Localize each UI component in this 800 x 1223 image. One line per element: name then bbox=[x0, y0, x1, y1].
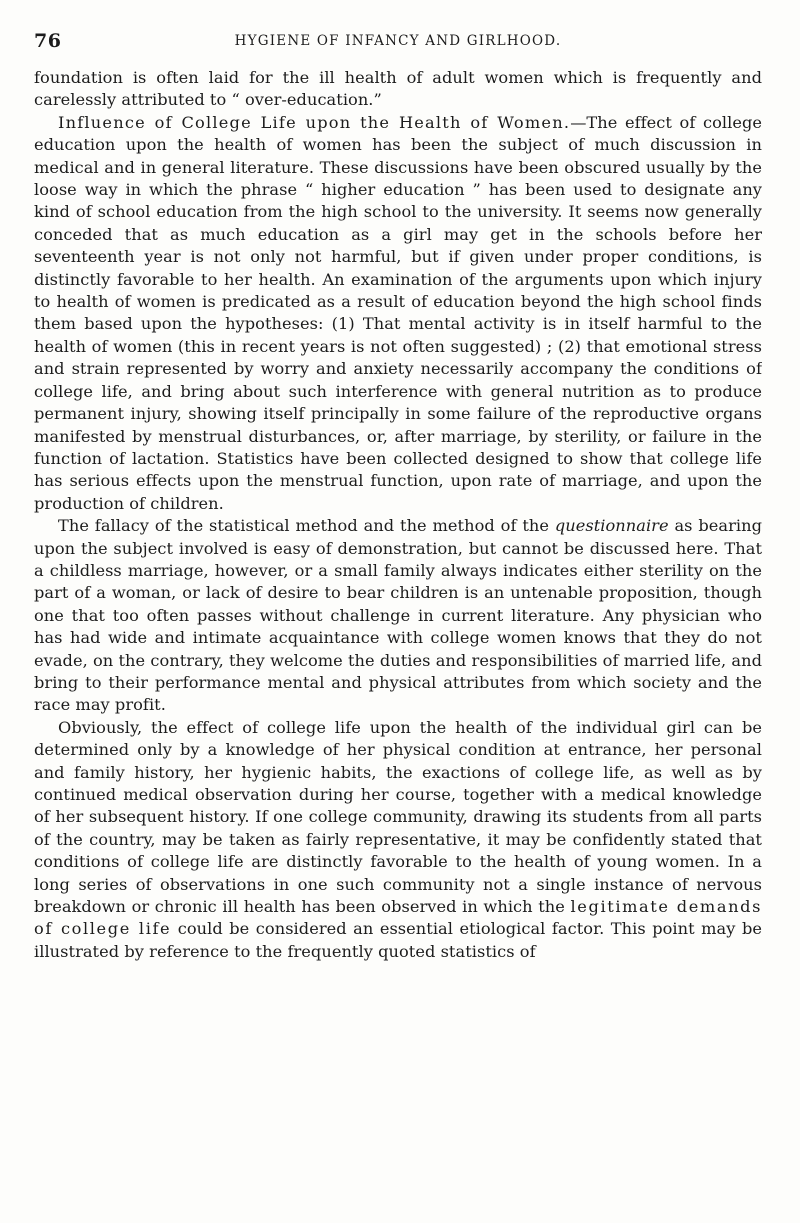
running-head bbox=[34, 30, 762, 56]
paragraph-text-end: as bearing upon the subject involved is easy of demonstration, but cannot be discussed here. That a childless marriage, however, or a small family always indicates either sterility on the part of a woman, or lack of desire to bear children is an untenable proposition, though one that too often passes without challenge in current literature. Any physician who has had wide and intimate acquaintance with college women knows that they do not evade, on the contrary, they welcome the duties and responsibilities of married life, and bring to their performance mental and physical attributes from which society and the race may profit. bbox=[34, 516, 762, 715]
spaced-phrase: legitimate demands of college life bbox=[34, 897, 762, 939]
paragraph-text-start: The fallacy of the statistical method and the method of the bbox=[58, 516, 555, 536]
body-text bbox=[34, 67, 762, 1212]
section-heading: Influence of College Life upon the Health of Women. bbox=[58, 112, 571, 132]
paragraph-text: foundation is often laid for the ill health of adult women which is frequently and carelessly attributed to “ over-education.” bbox=[34, 68, 762, 110]
paragraph-fallacy bbox=[34, 515, 762, 717]
italic-term: questionnaire bbox=[554, 516, 669, 536]
paragraph-text-end: could be considered an essential etiological factor. This point may be illustrated by reference to the frequently quoted statistics of bbox=[34, 919, 762, 961]
page-number: 76 bbox=[34, 30, 62, 52]
paragraph-text-start: Obviously, the effect of college life upon the health of the individual girl can be determined only by a knowledge of her physical condition at entrance, her personal and family history, her hygienic habits, the exactions of college life, as well as by continued medical observation during her course, together with a medical knowledge of her subsequent history. If one college community, drawing its students from all parts of the country, may be taken as fairly representative, it may be confidently stated that conditions of college life are distinctly favorable to the health of young women. In a long series of observations in one such community not a single instance of nervous breakdown or chronic ill health has been observed in which the bbox=[34, 717, 762, 917]
paragraph-obviously bbox=[34, 717, 762, 963]
paragraph-continuation bbox=[34, 67, 762, 112]
paragraph-text: —The effect of college education upon the health of women has been the subject of much discussion in medical and in general literature. These discussions have been obscured usually by the loose way in which the phrase “ higher education ” has been used to designate any kind of school education from the high school to the university. It seems now generally conceded that as much education as a girl may get in the schools before her seventeenth year is not only not harmful, but if given under proper conditions, is distinctly favorable to her health. An examination of the arguments upon which injury to health of women is predicated as a result of education beyond the high school finds them based upon the hypotheses: (1) That mental activity is in itself harmful to the health of women (this in recent years is not often suggested) ; (2) that emotional stress and strain represented by worry and anxiety necessarily accompany the conditions of college life, and bring about such interference with general nutrition as to produce permanent injury, showing itself principally in some failure of the reproductive organs manifested by menstrual disturbances, or, after marriage, by sterility, or failure in the function of lactation. Statistics have been collected designed to show that college life has serious effects upon the menstrual function, upon rate of marriage, and upon the production of children. bbox=[34, 112, 762, 513]
running-title: HYGIENE OF INFANCY AND GIRLHOOD. bbox=[234, 33, 562, 49]
paragraph-college-life bbox=[34, 112, 762, 515]
